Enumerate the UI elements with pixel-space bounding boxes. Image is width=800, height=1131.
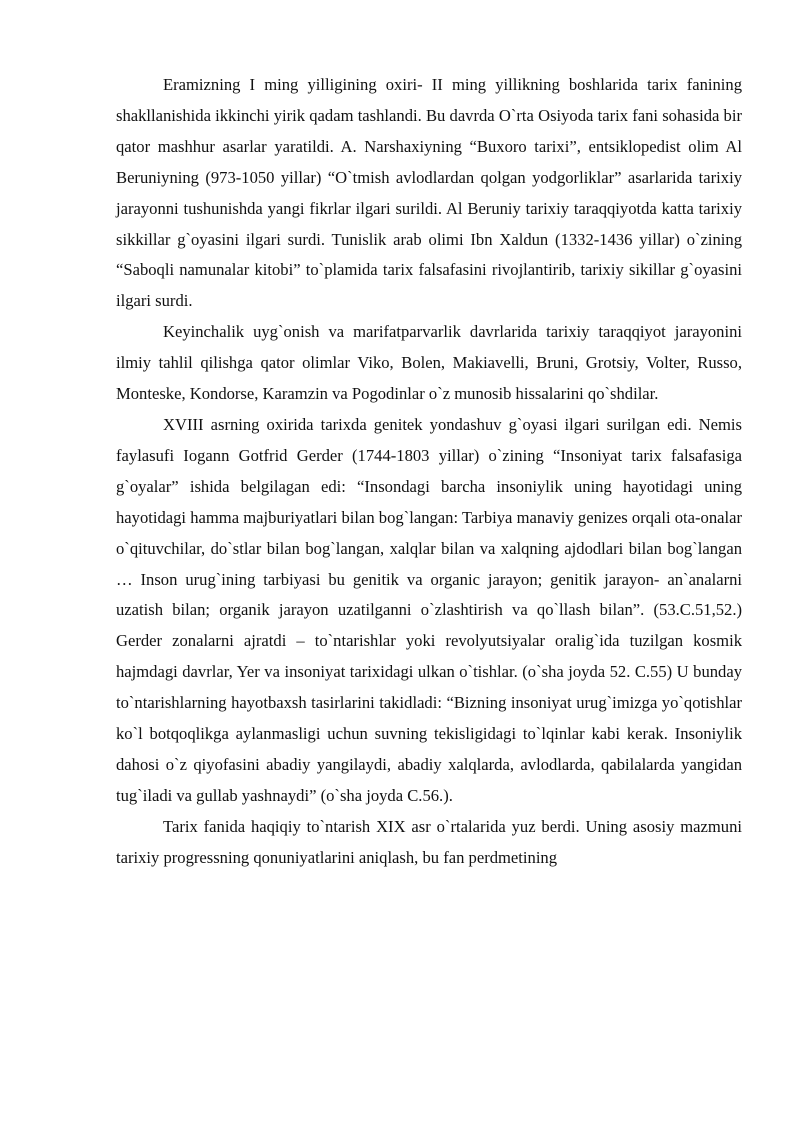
paragraph-1: Eramizning I ming yilligining oxiri- II ming yillikning boshlarida tarix fanining shakllanishida ikkinchi yirik qadam tashlandi. Bu davrda O`rta Osiyoda tarix fani sohasida bir qator mashhur asarlar yaratildi. A. Narshaxiyning “Buxoro tarixi”, entsiklopedist olim Al Beruniyning (973-1050 yillar) “O`tmish avlodlardan qolgan yodgorliklar” asarlarida tarixiy jarayonni tushunishda yangi fikrlar ilgari surildi. Al Beruniy tarixiy taraqqiyotda katta tarixiy sikkillar g`oyasini ilgari surdi. Tunislik arab olimi Ibn Xaldun (1332-1436 yillar) o`zining “Saboqli namunalar kitobi” to`plamida tarix falsafasini rivojlantirib, tarixiy sikillar g`oyasini ilgari surdi. <box>116 75 742 311</box>
document-page <box>116 70 742 874</box>
paragraph-4: Tarix fanida haqiqiy to`ntarish XIX asr o`rtalarida yuz berdi. Uning asosiy mazmuni tarixiy progressning qonuniyatlarini aniqlash, bu fan perdmetining <box>116 816 742 867</box>
paragraph-2: Keyinchalik uyg`onish va marifatparvarlik davrlarida tarixiy taraqqiyot jarayonini ilmiy tahlil qilishga qator olimlar Viko, Bolen, Makiavelli, Bruni, Grotsiy, Volter, Russo, Monteske, Kondorse, Karamzin va Pogodinlar o`z munosib hissalarini qo`shdilar. <box>116 322 742 404</box>
paragraph-3: XVIII asrning oxirida tarixda genitek yondashuv g`oyasi ilgari surilgan edi. Nemis faylasufi Iogann Gotfrid Gerder (1744-1803 yillar) o`zining “Insoniyat tarix falsafasiga g`oyalar” ishida belgilagan edi: “Insondagi barcha insoniylik uning hayotidagi uning hayotidagi hamma majburiyatlari bilan bog`langan: Tarbiya manaviy genizes orqali ota-onalar o`qituvchilar, do`stlar bilan bog`langan, xalqlar bilan va xalqning ajdodlari bilan bog`langan … Inson urug`ining tarbiyasi bu genitik va organic jarayon; genitik jarayon- an`analarni uzatish bilan; organik jarayon uzatilganni o`zlashtirish va qo`llash bilan”. (53.C.51,52.) Gerder zonalarni ajratdi – to`ntarishlar yoki revolyutsiyalar oralig`ida tuzilgan kosmik hajmdagi davrlar, Yer va insoniyat tarixidagi ulkan o`tishlar. (o`sha joyda 52. C.55) U bunday to`ntarishlarning hayotbaxsh tasirlarini takidladi: “Bizning insoniyat urug`imizga yo`qotishlar ko`l botqoqlikga aylanmasligi uchun suvning tekisligidagi to`lqinlar kabi kerak. Insoniylik dahosi o`z qiyofasini abadiy yangilaydi, abadiy xalqlarda, avlodlarda, qabilalarda yangidan tug`iladi va gullab yashnaydi” (o`sha joyda C.56.). <box>116 414 742 805</box>
